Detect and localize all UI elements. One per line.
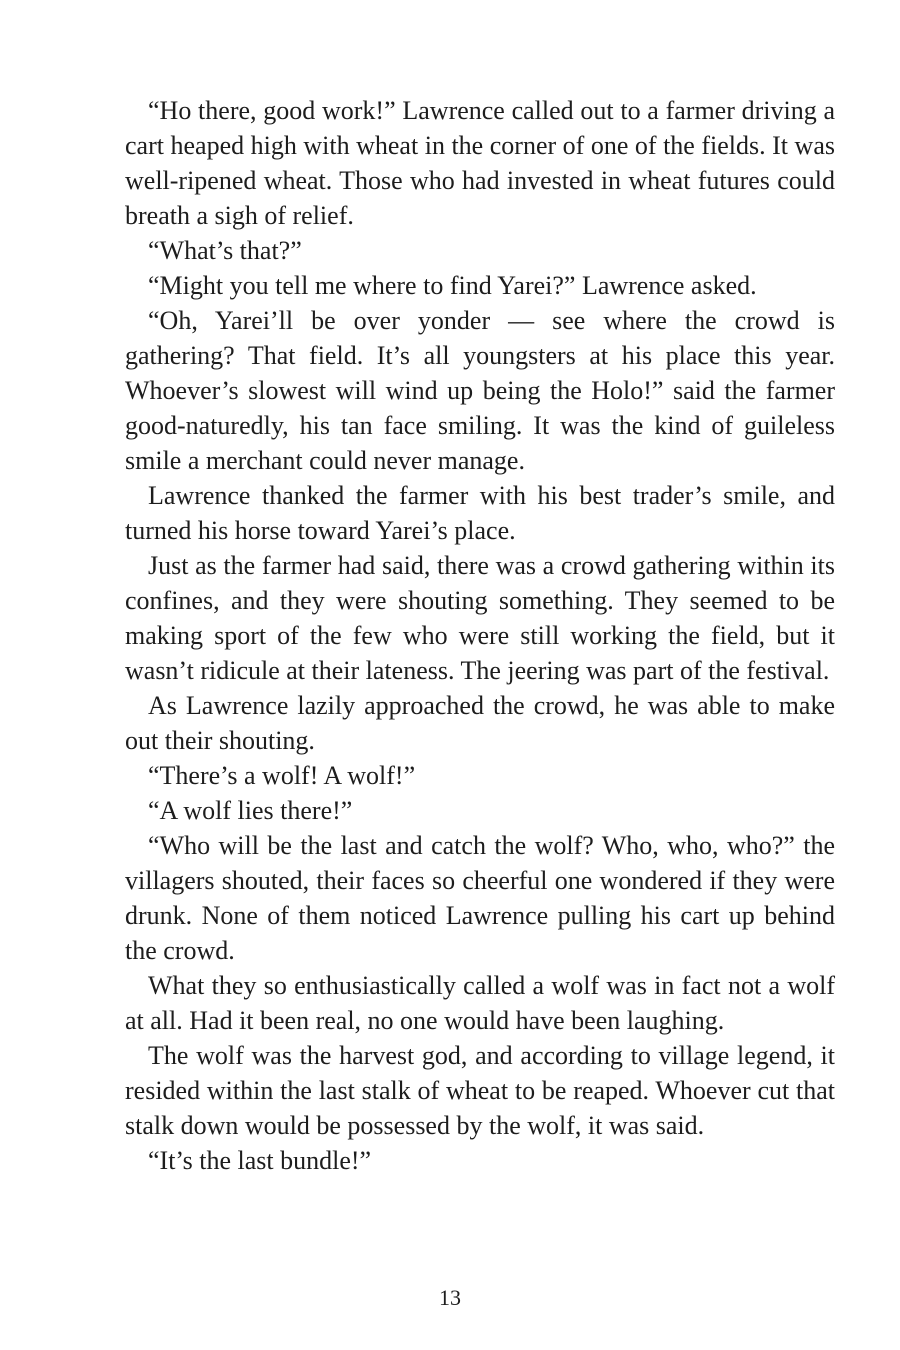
paragraph: What they so enthusiastically called a wolf was in fact not a wolf at all. Had it been real, no one would have been laughing. [125, 971, 835, 1035]
paragraph: “Might you tell me where to find Yarei?” Lawrence asked. [148, 271, 757, 300]
paragraph: Lawrence thanked the farmer with his best trader’s smile, and turned his horse toward Yarei’s place. [125, 481, 835, 545]
paragraph: “Oh, Yarei’ll be over yonder — see where the crowd is gathering? That field. It’s all youngsters at his place this year. Whoever’s slowest will wind up being the Holo!” said the farmer good-naturedly, his tan face smiling. It was the kind of guileless smile a merchant could never manage. [125, 306, 835, 475]
paragraph: As Lawrence lazily approached the crowd, he was able to make out their shouting. [125, 691, 835, 755]
paragraph: “It’s the last bundle!” [148, 1146, 372, 1175]
paragraph: “Who will be the last and catch the wolf? Who, who, who?” the villagers shouted, their faces so cheerful one wondered if they were drunk. None of them noticed Lawrence pulling his cart up behind the crowd. [125, 831, 835, 965]
page-body [125, 93, 835, 1178]
paragraph: “What’s that?” [148, 236, 302, 265]
page-number: 13 [439, 1285, 461, 1310]
paragraph: Just as the farmer had said, there was a crowd gathering within its confines, and they were shouting something. They seemed to be making sport of the few who were still working the field, but it wasn’t ridicule at their lateness. The jeering was part of the festival. [125, 551, 835, 685]
paragraph: The wolf was the harvest god, and according to village legend, it resided within the last stalk of wheat to be reaped. Whoever cut that stalk down would be possessed by the wolf, it was said. [125, 1041, 835, 1140]
paragraph: “Ho there, good work!” Lawrence called out to a farmer driving a cart heaped high with wheat in the corner of one of the fields. It was well-ripened wheat. Those who had invested in wheat futures could breath a sigh of relief. [125, 96, 835, 230]
paragraph: “There’s a wolf! A wolf!” [148, 761, 416, 790]
paragraph: “A wolf lies there!” [148, 796, 353, 825]
